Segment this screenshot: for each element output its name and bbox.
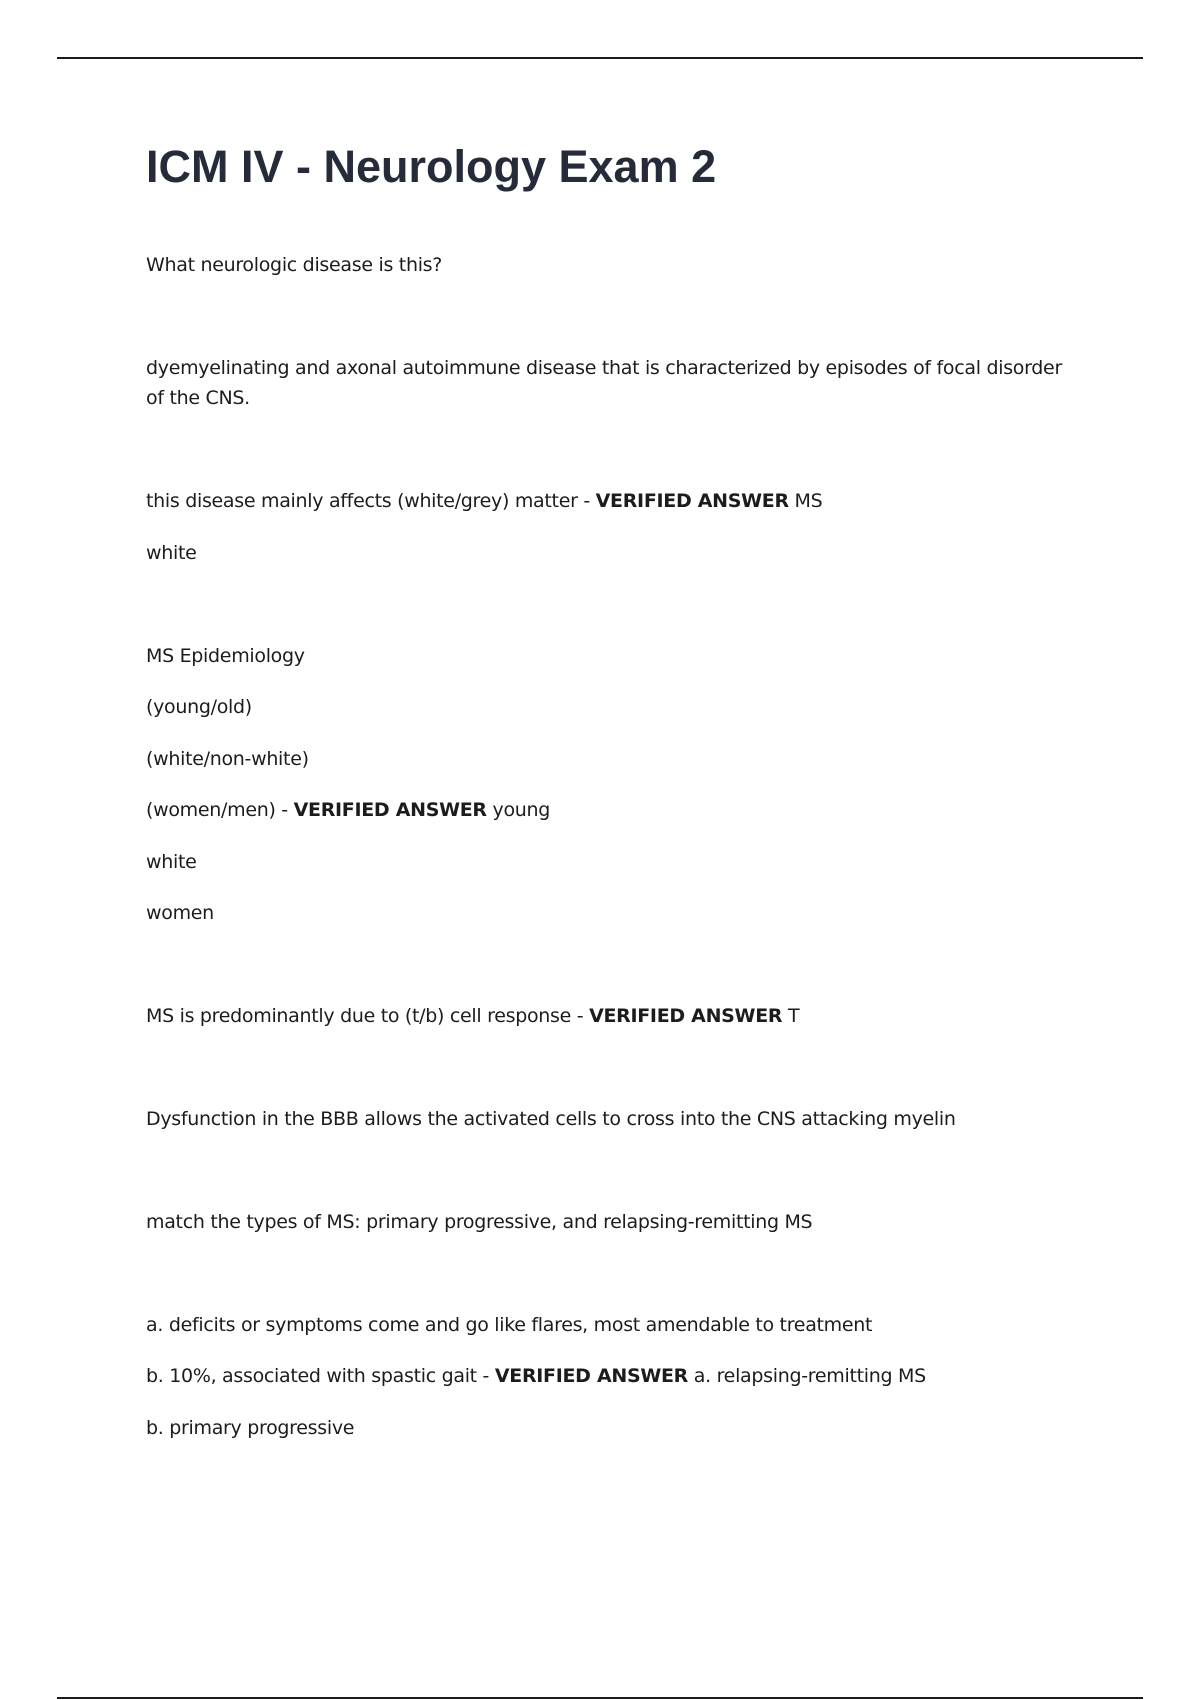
- verified-answer-label: VERIFIED ANSWER: [595, 490, 789, 512]
- question-1-description: dyemyelinating and axonal autoimmune disease that is characterized by episodes of focal disorder of the CNS.: [146, 357, 1062, 409]
- answer-text: a. relapsing-remitting MS: [693, 1365, 926, 1387]
- bottom-rule: [57, 1697, 1143, 1699]
- top-rule: [57, 57, 1143, 59]
- question-3: [146, 1001, 1066, 1031]
- question-text: (women/men) -: [146, 799, 294, 821]
- answer-text: young: [492, 799, 551, 821]
- answer-line: women: [146, 902, 214, 924]
- question-2-option: (young/old): [146, 696, 252, 718]
- question-5-option-b: [146, 1361, 1066, 1391]
- question-2-option: (white/non-white): [146, 748, 309, 770]
- verified-answer-label: VERIFIED ANSWER: [494, 1365, 689, 1387]
- question-5-option-a: a. deficits or symptoms come and go like flares, most amendable to treatment: [146, 1314, 873, 1336]
- answer-line: white: [146, 542, 197, 564]
- answer-line: white: [146, 851, 197, 873]
- answer-text: MS: [794, 490, 823, 512]
- question-text: this disease mainly affects (white/grey) matter -: [146, 490, 596, 512]
- question-text: MS is predominantly due to (t/b) cell response -: [146, 1005, 590, 1027]
- verified-answer-label: VERIFIED ANSWER: [589, 1005, 783, 1027]
- page-title: ICM IV - Neurology Exam 2: [146, 141, 717, 192]
- answer-explanation: Dysfunction in the BBB allows the activated cells to cross into the CNS attacking myelin: [146, 1108, 956, 1130]
- question-1: What neurologic disease is this?: [146, 254, 443, 276]
- question-text: b. 10%, associated with spastic gait -: [146, 1365, 495, 1387]
- question-1-continued: [146, 486, 1066, 516]
- verified-answer-label: VERIFIED ANSWER: [293, 799, 487, 821]
- question-2-option-with-answer: [146, 795, 1066, 825]
- question-2-heading: MS Epidemiology: [146, 645, 305, 667]
- answer-line: b. primary progressive: [146, 1417, 355, 1439]
- question-5: match the types of MS: primary progressive, and relapsing-remitting MS: [146, 1211, 813, 1233]
- answer-text: T: [787, 1005, 800, 1027]
